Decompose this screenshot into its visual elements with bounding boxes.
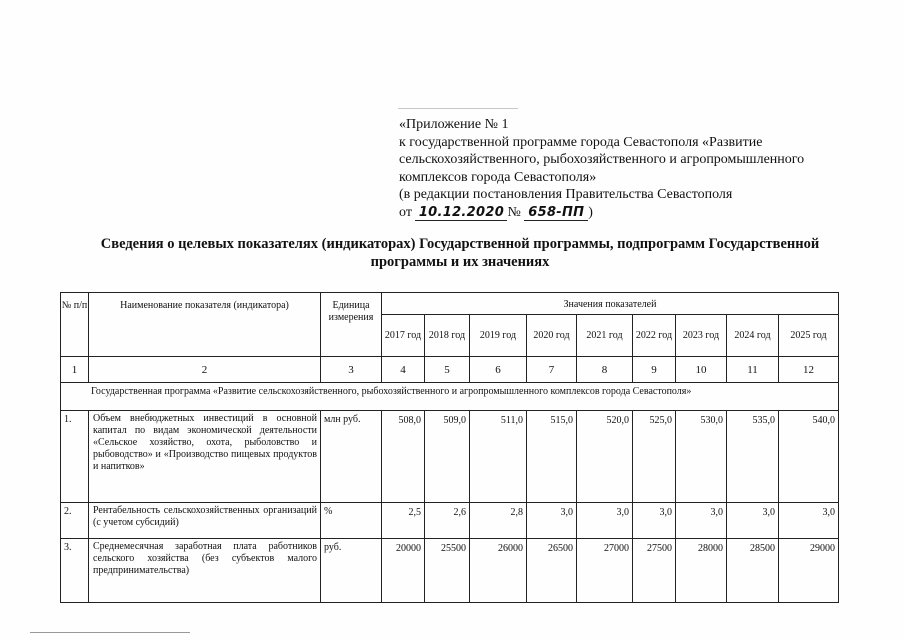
header-values: Значения показателей xyxy=(382,293,839,315)
year-2021: 2021 год xyxy=(577,315,633,357)
value-cell: 525,0 xyxy=(633,411,676,503)
year-2023: 2023 год xyxy=(676,315,727,357)
indicators-table xyxy=(60,292,839,603)
year-2024: 2024 год xyxy=(727,315,779,357)
value-cell: 28000 xyxy=(676,539,727,603)
table-row xyxy=(61,503,839,539)
indicator-name: Объем внебюджетных инвестиций в основной капитал по видам экономической деятельности «Сельское хозяйство, охота, рыболовство и рыбоводство» и «Производство пищевых продуктов и напитков» xyxy=(89,411,321,503)
value-cell: 530,0 xyxy=(676,411,727,503)
closing-paren: ) xyxy=(588,204,593,220)
col-number: 1 xyxy=(61,357,89,383)
appendix-line-2: к государственной программе города Севастополя «Развитие xyxy=(399,134,763,150)
row-index: 3. xyxy=(61,539,89,603)
document-title xyxy=(60,235,860,271)
footnote-line xyxy=(30,632,190,633)
program-row xyxy=(61,383,839,411)
value-cell: 3,0 xyxy=(633,503,676,539)
value-cell: 508,0 xyxy=(382,411,425,503)
indicator-unit: млн руб. xyxy=(321,411,382,503)
date-field xyxy=(415,205,507,221)
col-number: 9 xyxy=(633,357,676,383)
appendix-date-line xyxy=(399,204,869,222)
value-cell: 2,8 xyxy=(470,503,527,539)
value-cell: 3,0 xyxy=(676,503,727,539)
value-cell: 520,0 xyxy=(577,411,633,503)
value-cell: 25500 xyxy=(425,539,470,603)
year-2022: 2022 год xyxy=(633,315,676,357)
col-number: 4 xyxy=(382,357,425,383)
value-cell: 540,0 xyxy=(779,411,839,503)
col-number: 12 xyxy=(779,357,839,383)
appendix-header xyxy=(399,116,869,221)
indicator-unit: % xyxy=(321,503,382,539)
number-field xyxy=(524,205,588,221)
col-number: 5 xyxy=(425,357,470,383)
value-cell: 27000 xyxy=(577,539,633,603)
header-name: Наименование показателя (индикатора) xyxy=(89,293,321,357)
value-cell: 535,0 xyxy=(727,411,779,503)
value-cell: 3,0 xyxy=(779,503,839,539)
col-number: 3 xyxy=(321,357,382,383)
value-cell: 3,0 xyxy=(527,503,577,539)
year-2018: 2018 год xyxy=(425,315,470,357)
number-label: № xyxy=(507,204,521,220)
appendix-line-5: (в редакции постановления Правительства Севастополя xyxy=(399,187,733,202)
value-cell: 27500 xyxy=(633,539,676,603)
title-line-1: Сведения о целевых показателях (индикаторах) Государственной программы, подпрограмм Государственной xyxy=(100,236,820,252)
value-cell: 20000 xyxy=(382,539,425,603)
header-unit: Единица измерения xyxy=(321,293,382,357)
year-2025: 2025 год xyxy=(779,315,839,357)
col-number: 2 xyxy=(89,357,321,383)
year-2019: 2019 год xyxy=(470,315,527,357)
value-cell: 3,0 xyxy=(727,503,779,539)
value-cell: 515,0 xyxy=(527,411,577,503)
value-cell: 511,0 xyxy=(470,411,527,503)
scan-artifact-line xyxy=(398,108,518,109)
program-title: Государственная программа «Развитие сельскохозяйственного, рыбохозяйственного и агропромышленного комплексов города Севастополя» xyxy=(61,383,839,411)
value-cell: 2,6 xyxy=(425,503,470,539)
indicator-name: Рентабельность сельскохозяйственных организаций (с учетом субсидий) xyxy=(89,503,321,539)
table-row xyxy=(61,539,839,603)
year-2020: 2020 год xyxy=(527,315,577,357)
col-number: 10 xyxy=(676,357,727,383)
column-numbers-row xyxy=(61,357,839,383)
row-index: 2. xyxy=(61,503,89,539)
row-index: 1. xyxy=(61,411,89,503)
indicator-unit: руб. xyxy=(321,539,382,603)
value-cell: 29000 xyxy=(779,539,839,603)
col-number: 6 xyxy=(470,357,527,383)
col-number: 8 xyxy=(577,357,633,383)
appendix-line-1: «Приложение № 1 xyxy=(399,117,509,132)
indicator-name: Среднемесячная заработная плата работников сельского хозяйства (без субъектов малого предпринимательства) xyxy=(89,539,321,603)
header-no: № п/п xyxy=(61,293,89,357)
from-label: от xyxy=(399,204,412,220)
value-cell: 3,0 xyxy=(577,503,633,539)
appendix-line-3: сельскохозяйственного, рыбохозяйственного и агропромышленного xyxy=(399,152,805,167)
table-row xyxy=(61,411,839,503)
title-line-2: программы и их значениях xyxy=(370,254,550,270)
handwritten-number: 658-ПП xyxy=(528,204,585,220)
col-number: 11 xyxy=(727,357,779,383)
value-cell: 2,5 xyxy=(382,503,425,539)
value-cell: 28500 xyxy=(727,539,779,603)
handwritten-date: 10.12.2020 xyxy=(418,204,505,220)
value-cell: 509,0 xyxy=(425,411,470,503)
appendix-line-4: комплексов города Севастополя» xyxy=(399,169,597,185)
year-2017: 2017 год xyxy=(382,315,425,357)
header-row-1 xyxy=(61,293,839,315)
value-cell: 26000 xyxy=(470,539,527,603)
value-cell: 26500 xyxy=(527,539,577,603)
col-number: 7 xyxy=(527,357,577,383)
